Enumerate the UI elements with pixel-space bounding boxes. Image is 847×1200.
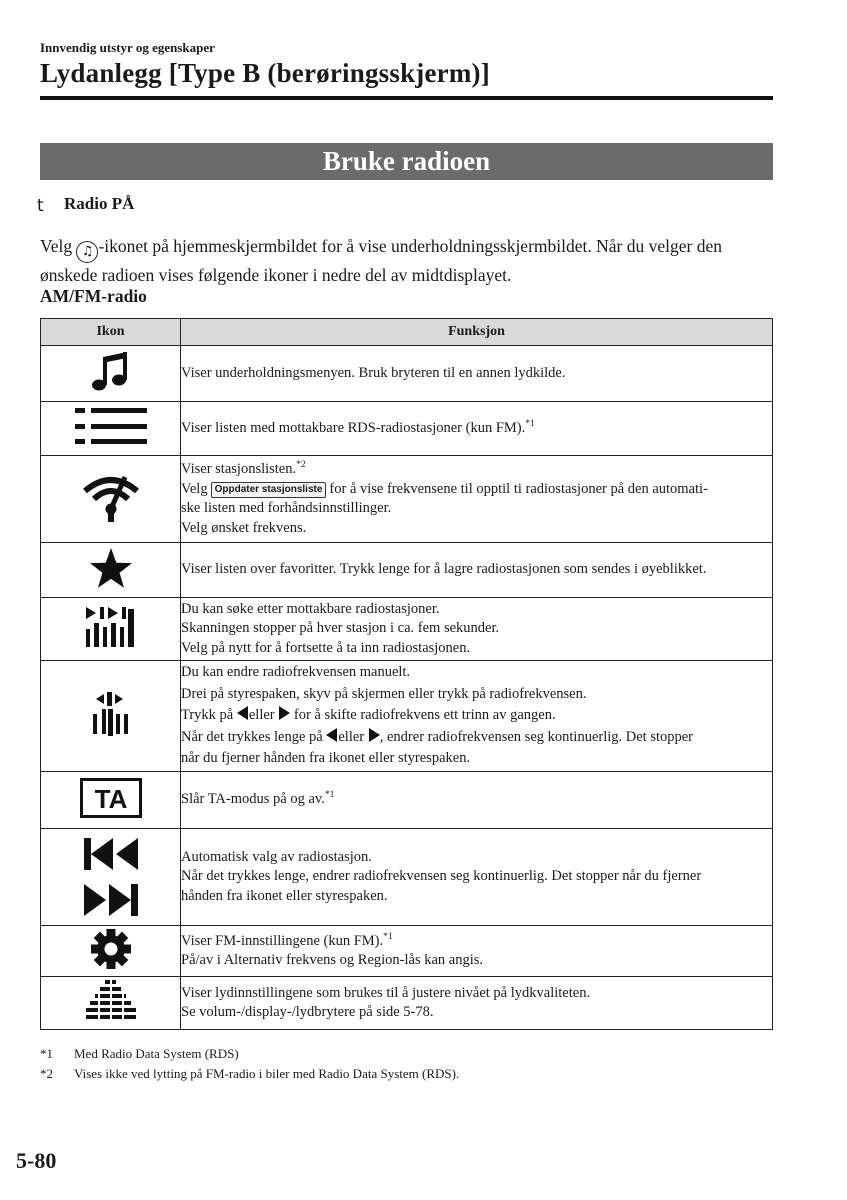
header-funksjon: Funksjon <box>181 319 773 346</box>
function-text: eller <box>248 707 275 724</box>
ta-icon-label: TA <box>94 783 127 814</box>
triangle-left-icon <box>326 728 337 742</box>
function-cell <box>181 926 773 977</box>
footnote-ref: *1 <box>525 418 535 429</box>
intro-part2: -ikonet på hjemmeskjermbildet for å vise underholdningsskjermbildet. Når du velger den ønskede radioen vises følgende ikoner i nedre del av midtdisplayet. <box>40 236 722 285</box>
function-text: når du fjerner hånden fra ikonet eller styrespaken. <box>181 750 471 767</box>
function-cell <box>181 346 773 402</box>
footnote-ref: *1 <box>324 790 335 801</box>
function-text: Slår TA-modus på og av. <box>181 791 325 808</box>
function-text: Velg ønsket frekvens. <box>181 519 307 536</box>
function-cell <box>181 402 773 456</box>
table-header-row <box>41 319 773 346</box>
function-text: Viser listen over favoritter. Trykk lenge for å lagre radiostasjonen som sendes i øyeblikket. <box>181 561 707 578</box>
function-text: eller <box>338 728 365 745</box>
table-row <box>41 598 773 661</box>
function-text: for å skifte radiofrekvens ett trinn av gangen. <box>293 707 556 724</box>
triangle-right-icon <box>279 706 290 720</box>
footnote-text: Med Radio Data System (RDS) <box>74 1046 239 1061</box>
table-row <box>41 543 773 598</box>
function-text: Du kan søke etter mottakbare radiostasjoner. <box>181 600 440 617</box>
star-icon <box>89 547 133 589</box>
function-text: Viser FM-innstillingene (kun FM). <box>181 932 384 949</box>
function-text: Velg <box>181 480 208 497</box>
icon-cell <box>41 661 181 772</box>
function-text: Viser underholdningsmenyen. Bruk bryteren til en annen lydkilde. <box>181 364 566 381</box>
function-text: Når det trykkes lenge på <box>181 728 323 745</box>
table-row <box>41 402 773 456</box>
intro-part1: Velg <box>40 236 77 256</box>
seek-back-icon <box>82 835 140 873</box>
function-text: Skanningen stopper på hver stasjon i ca. fem sekunder. <box>181 620 500 637</box>
footnote-ref: *2 <box>296 460 306 471</box>
footnote-text: Vises ikke ved lytting på FM-radio i biler med Radio Data System (RDS). <box>74 1065 460 1081</box>
icon-cell <box>41 977 181 1030</box>
header-ikon: Ikon <box>41 319 181 346</box>
function-cell <box>181 829 773 926</box>
ta-icon <box>80 778 142 818</box>
scan-icon <box>84 605 138 649</box>
music-icon: ♫ <box>76 241 98 263</box>
function-text: hånden fra ikonet eller styrespaken. <box>181 887 388 904</box>
footnote <box>40 1044 459 1064</box>
function-text: Når det trykkes lenge, endrer radiofrekvensen seg kontinuerlig. Det stopper når du fjerner <box>181 868 702 885</box>
function-text: Velg på nytt for å fortsette å ta inn radiostasjonen. <box>181 639 471 656</box>
table-row <box>41 772 773 829</box>
function-text: Du kan endre radiofrekvensen manuelt. <box>181 664 411 681</box>
footnote-ref: *1 <box>383 931 393 942</box>
icon-cell <box>41 456 181 543</box>
icon-cell <box>41 829 181 926</box>
function-text: Drei på styrespaken, skyv på skjermen eller trykk på radiofrekvensen. <box>181 685 587 702</box>
function-text: Viser stasjonslisten. <box>181 461 297 477</box>
radio-signal-icon <box>81 471 141 523</box>
list-icon <box>75 406 147 446</box>
function-text: Viser lydinnstillingene som brukes til å justere nivået på lydkvaliteten. <box>181 984 591 1001</box>
footnote-mark: *2 <box>40 1065 53 1081</box>
function-text: ske listen med forhåndsinnstillinger. <box>181 500 392 516</box>
intro-paragraph <box>40 234 780 288</box>
music-note-icon <box>89 349 133 393</box>
page-title: Lydanlegg [Type B (berøringsskjerm)] <box>40 58 490 88</box>
icon-cell <box>41 926 181 977</box>
function-cell <box>181 456 773 543</box>
bullet-marker: t <box>37 196 44 216</box>
icon-function-table <box>40 318 773 1030</box>
triangle-left-icon <box>237 706 248 720</box>
table-row <box>41 829 773 926</box>
breadcrumb: Innvendig utstyr og egenskaper <box>40 40 215 55</box>
function-text: , endrer radiofrekvensen seg kontinuerlig. Det stopper <box>379 728 694 745</box>
table-row <box>41 977 773 1030</box>
function-text: Viser listen med mottakbare RDS-radiostasjoner (kun FM). <box>181 419 526 436</box>
am-fm-heading: AM/FM-radio <box>40 286 147 306</box>
icon-cell <box>41 346 181 402</box>
sub-heading: Radio PÅ <box>64 194 135 213</box>
gear-icon <box>90 928 132 970</box>
function-text: Automatisk valg av radiostasjon. <box>181 848 372 865</box>
footnote <box>40 1064 459 1084</box>
function-text: for å vise frekvensene til opptil ti radiostasjoner på den automati- <box>329 480 708 497</box>
function-cell <box>181 772 773 829</box>
function-cell <box>181 977 773 1030</box>
table-row <box>41 661 773 772</box>
icon-cell <box>41 543 181 598</box>
table-row <box>41 456 773 543</box>
function-cell <box>181 661 773 772</box>
icon-cell <box>41 598 181 661</box>
function-cell <box>181 598 773 661</box>
footnotes <box>40 1044 459 1083</box>
triangle-right-icon <box>369 728 380 742</box>
function-text: Se volum-/display-/lydbrytere på side 5-78. <box>181 1004 434 1020</box>
section-banner: Bruke radioen <box>40 143 773 180</box>
seek-forward-icon <box>82 881 140 919</box>
manual-tune-icon <box>93 692 129 736</box>
page-number: 5-80 <box>16 1148 57 1173</box>
table-row <box>41 346 773 402</box>
update-station-list-button[interactable]: Oppdater stasjonsliste <box>211 482 327 498</box>
icon-cell <box>41 772 181 829</box>
title-rule <box>40 96 773 100</box>
function-text: Trykk på <box>181 707 234 724</box>
function-text: På/av i Alternativ frekvens og Region-lås kan angis. <box>181 952 484 968</box>
equalizer-icon <box>86 979 136 1023</box>
table-row <box>41 926 773 977</box>
function-cell <box>181 543 773 598</box>
footnote-mark: *1 <box>40 1046 53 1061</box>
icon-cell <box>41 402 181 456</box>
